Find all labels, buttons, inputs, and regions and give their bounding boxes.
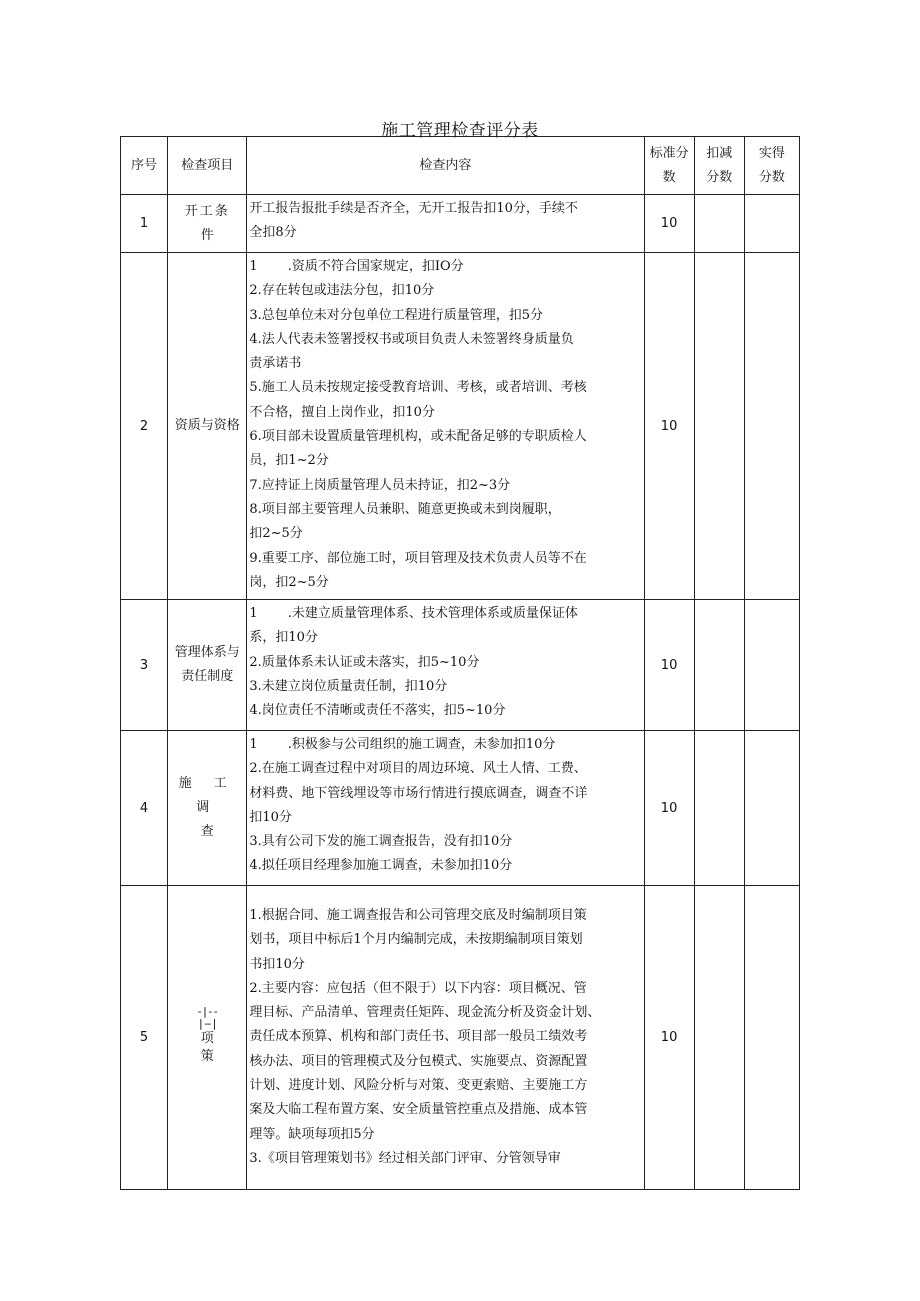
row-item: 管理体系与 责任制度: [168, 600, 247, 731]
row-standard-score: 10: [644, 886, 694, 1190]
row-item-label: - | - - | -- | 项 策: [197, 1005, 217, 1064]
row-deducted-score[interactable]: [694, 195, 744, 253]
row-item: 开工条 件: [168, 195, 247, 253]
header-actual-score: 实得 分数: [744, 137, 799, 195]
row-content: 1 .积极参与公司组织的施工调查，未参加扣10分 2.在施工调查过程中对项目的周边环境、风土人情、工费、 材料费、地下管线埋设等市场行情进行摸底调查，调查不详 扣10分 3.具有公司下发的施工调查报告，没有扣10分 4.拟任项目经理参加施工调查，未参加扣10分: [247, 731, 644, 886]
page-title: 施工管理检查评分表: [381, 121, 539, 141]
row-no: 2: [121, 253, 168, 600]
table-row: [121, 731, 800, 886]
header-row: [121, 137, 800, 195]
row-standard-score: 10: [644, 253, 694, 600]
row-deducted-score[interactable]: [694, 731, 744, 886]
table-row: [121, 600, 800, 731]
row-deducted-score[interactable]: [694, 600, 744, 731]
row-actual-score[interactable]: [744, 195, 799, 253]
row-item: [168, 886, 247, 1190]
row-content: 1 .未建立质量管理体系、技术管理体系或质量保证体 系，扣10分 2.质量体系未认证或未落实，扣5~10分 3.未建立岗位质量责任制，扣10分 4.岗位责任不清晰或责任不落实，扣5~10分: [247, 600, 644, 731]
header-no: 序号: [121, 137, 168, 195]
row-actual-score[interactable]: [744, 731, 799, 886]
table-row: [121, 253, 800, 600]
inspection-score-table: [120, 136, 800, 1190]
row-content: 1.根据合同、施工调查报告和公司管理交底及时编制项目策 划书，项目中标后1个月内编制完成，未按期编制项目策划 书扣10分 2.主要内容：应包括（但不限于）以下内容：项目概况、管 理目标、产品清单、管理责任矩阵、现金流分析及资金计划、 责任成本预算、机构和部门责任书、项目部一般员工绩效考 核办法、项目的管理模式及分包模式、实施要点、资源配置 计划、进度计划、风险分析与对策、变更索赔、主要施工方 案及大临工程布置方案、安全质量管控重点及措施、成本管 理等。缺项每项扣5分 3.《项目管理策划书》经过相关部门评审、分管领导审: [247, 886, 644, 1190]
row-standard-score: 10: [644, 195, 694, 253]
row-no: 4: [121, 731, 168, 886]
row-standard-score: 10: [644, 600, 694, 731]
header-deducted-score: 扣减 分数: [694, 137, 744, 195]
header-content: 检查内容: [247, 137, 644, 195]
row-standard-score: 10: [644, 731, 694, 886]
row-actual-score[interactable]: [744, 600, 799, 731]
header-item: 检查项目: [168, 137, 247, 195]
row-item: 施 工 调 查: [168, 731, 247, 886]
table-row: [121, 195, 800, 253]
row-actual-score[interactable]: [744, 886, 799, 1190]
header-standard-score: 标准分 数: [644, 137, 694, 195]
row-no: 1: [121, 195, 168, 253]
row-content: 1 .资质不符合国家规定，扣IO分 2.存在转包或违法分包，扣10分 3.总包单位未对分包单位工程进行质量管理，扣5分 4.法人代表未签署授权书或项目负责人未签署终身质量负 责承诺书 5.施工人员未按规定接受教育培训、考核，或者培训、考核 不合格，擅自上岗作业，扣10分 6.项目部未设置质量管理机构，或未配备足够的专职质检人 员，扣1~2分 7.应持证上岗质量管理人员未持证，扣2~3分 8.项目部主要管理人员兼职、随意更换或未到岗履职， 扣2~5分 9.重要工序、部位施工时，项目管理及技术负责人员等不在 岗，扣2~5分: [247, 253, 644, 600]
row-item: 资质与资格: [168, 253, 247, 600]
row-content: 开工报告报批手续是否齐全，无开工报告扣10分，手续不 全扣8分: [247, 195, 644, 253]
row-actual-score[interactable]: [744, 253, 799, 600]
row-no: 5: [121, 886, 168, 1190]
row-no: 3: [121, 600, 168, 731]
row-deducted-score[interactable]: [694, 886, 744, 1190]
table-row: [121, 886, 800, 1190]
row-deducted-score[interactable]: [694, 253, 744, 600]
